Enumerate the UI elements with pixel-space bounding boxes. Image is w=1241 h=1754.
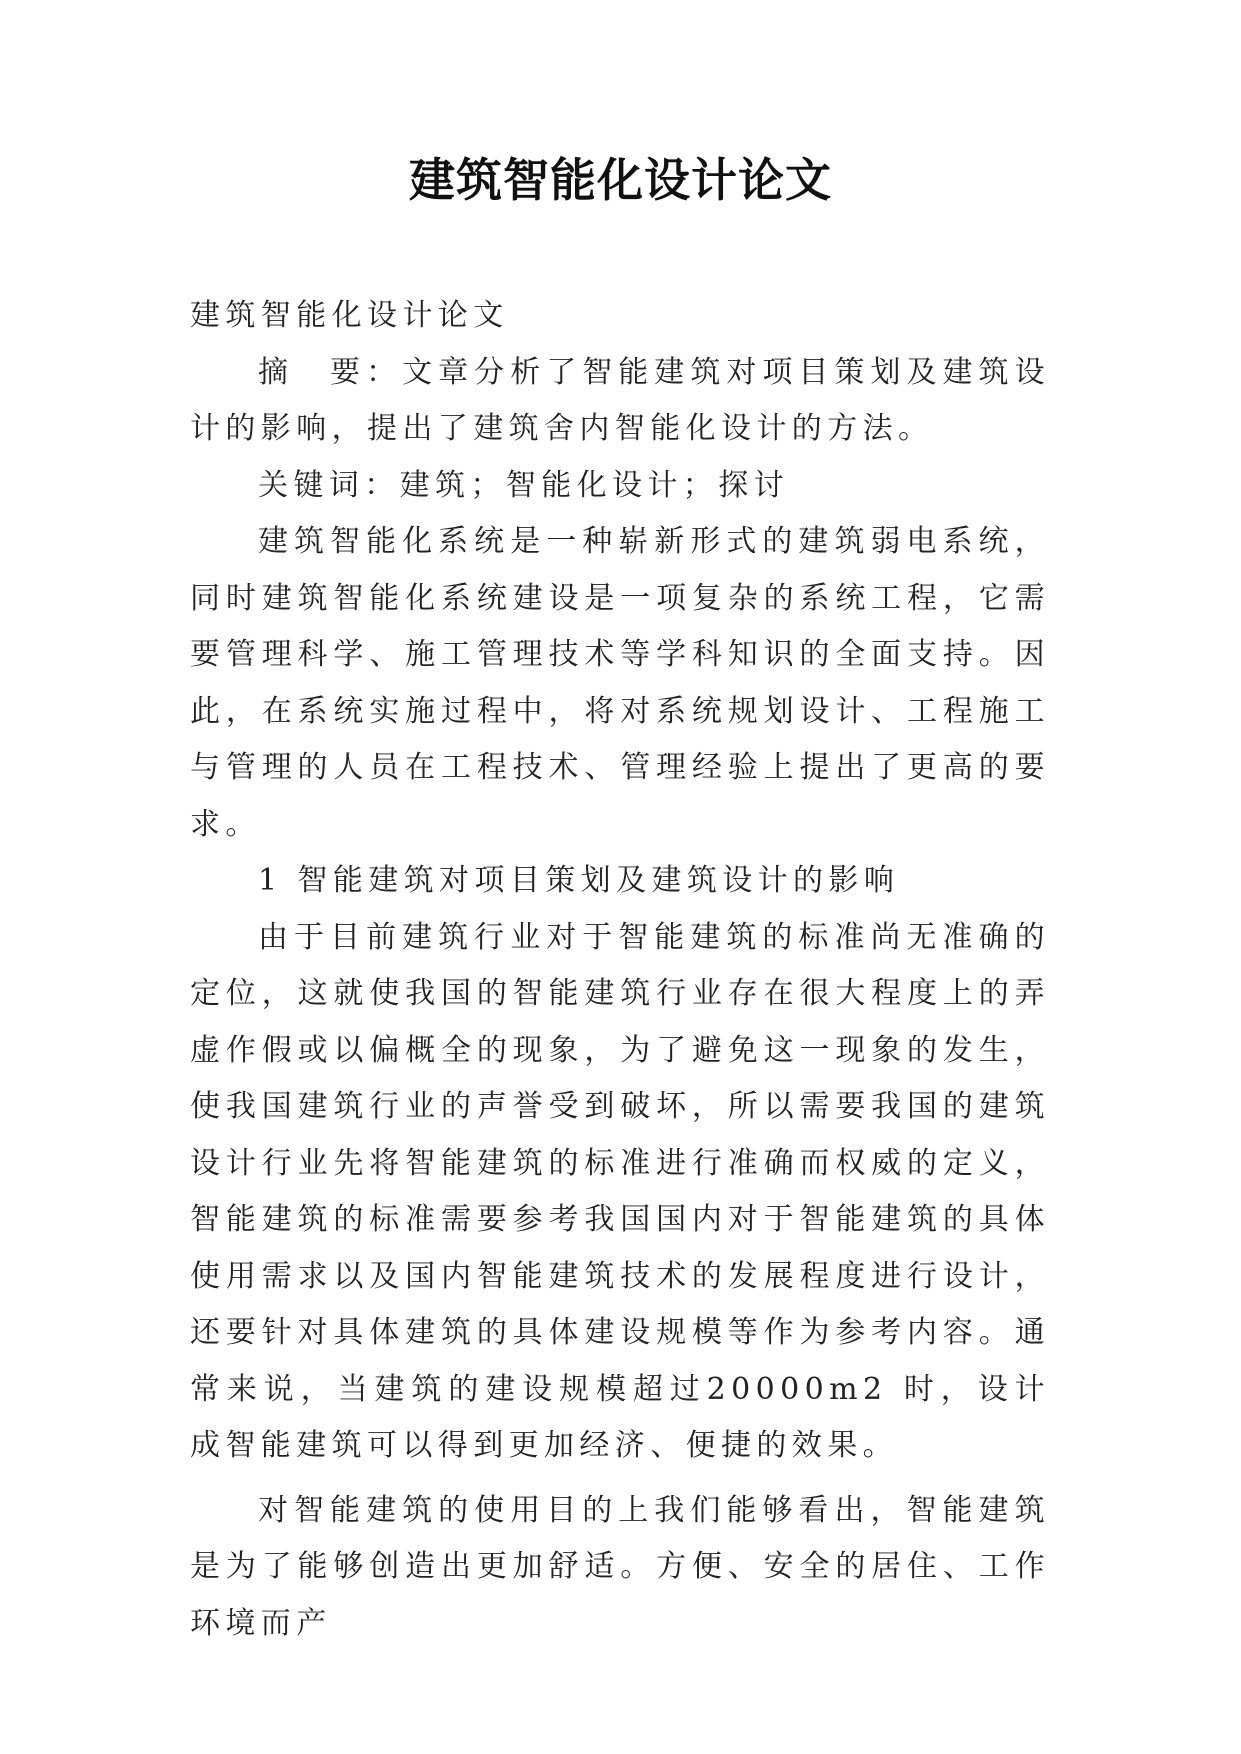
- intro-paragraph: 建筑智能化系统是一种崭新形式的建筑弱电系统，同时建筑智能化系统建设是一项复杂的系统工程，它需要管理科学、施工管理技术等学科知识的全面支持。因此，在系统实施过程中，将对系统规划设计、工程施工与管理的人员在工程技术、管理经验上提出了更高的要求。: [190, 524, 1050, 842]
- section-heading-1: 1 智能建筑对项目策划及建筑设计的影响: [258, 863, 900, 898]
- document-title: 建筑智能化设计论文: [409, 153, 832, 207]
- abstract-paragraph: 摘 要：文章分析了智能建筑对项目策划及建筑设计的影响，提出了建筑舍内智能化设计的方法。: [190, 354, 1050, 446]
- body-paragraph: 对智能建筑的使用目的上我们能够看出，智能建筑是为了能够创造出更加舒适。方便、安全的居住、工作环境而产: [190, 1492, 1050, 1641]
- keywords-paragraph: 关键词：建筑；智能化设计；探讨: [258, 467, 789, 503]
- subtitle-line: 建筑智能化设计论文: [190, 298, 509, 333]
- document-body: [190, 288, 1050, 1652]
- body-paragraph: 由于目前建筑行业对于智能建筑的标准尚无准确的定位，这就使我国的智能建筑行业存在很大程度上的弄虚作假或以偏概全的现象，为了避免这一现象的发生，使我国建筑行业的声誉受到破坏，所以需要我国的建筑设计行业先将智能建筑的标准进行准确而权威的定义，智能建筑的标准需要参考我国国内对于智能建筑的具体使用需求以及国内智能建筑技术的发展程度进行设计，还要针对具体建筑的具体建设规模等作为参考内容。通常来说，当建筑的建设规模超过20000m2 时，设计成智能建筑可以得到更加经济、便捷的效果。: [190, 919, 1050, 1463]
